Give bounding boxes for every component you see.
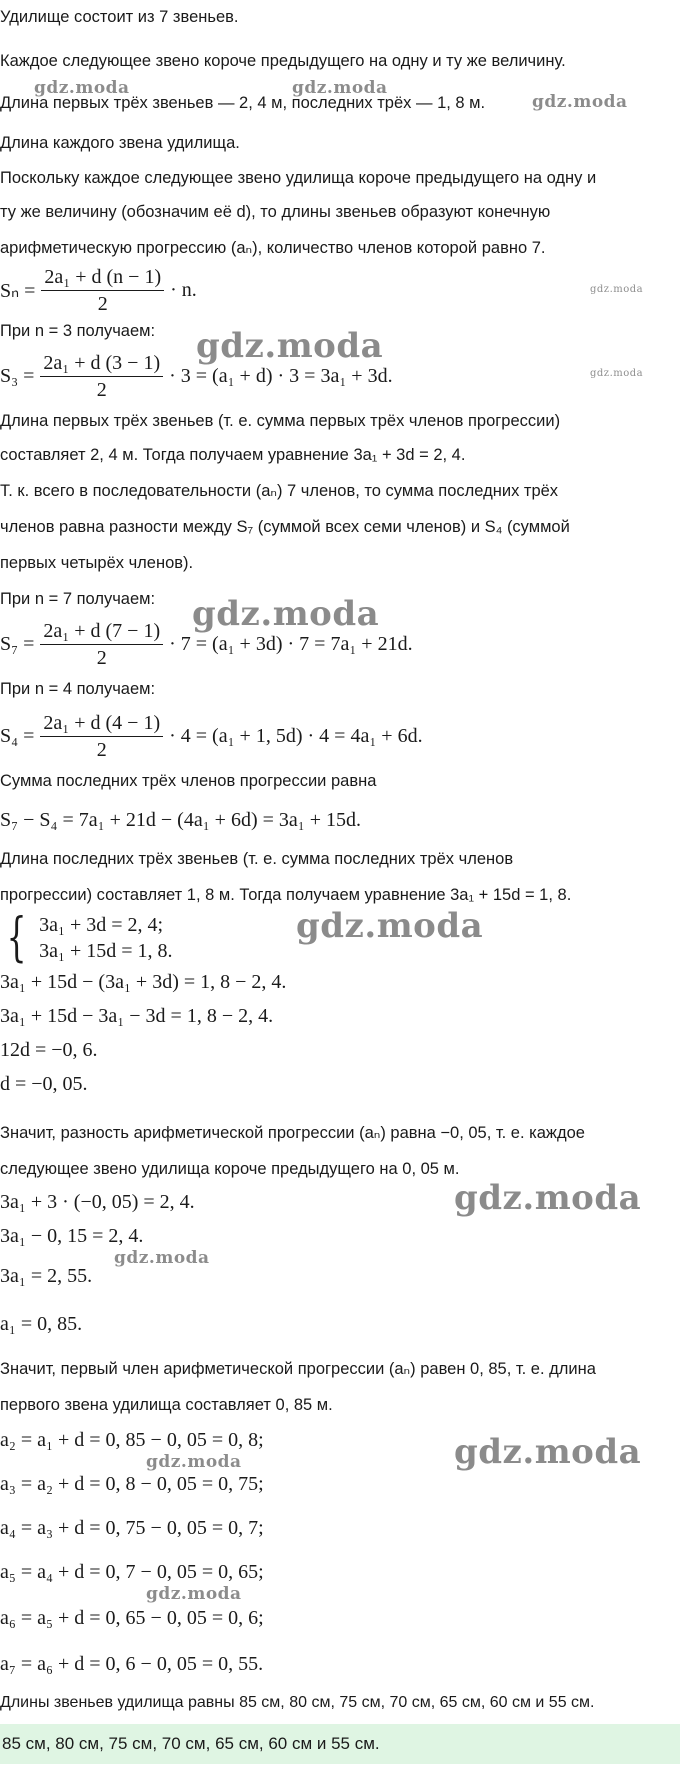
watermark: gdz.moda (196, 326, 384, 366)
text-line: первых четырёх членов). (0, 554, 194, 572)
formula-rhs: · 4 = (a₁ + 1, 5d) · 4 = 4a₁ + 6d. (169, 724, 423, 747)
formula-line: a₅ = a₄ + d = 0, 7 − 0, 05 = 0, 65; (0, 1561, 264, 1583)
watermark: gdz.moda (114, 1248, 210, 1268)
numerator: 2a₁ + d (4 − 1) (40, 711, 163, 737)
system-row: 3a₁ + 3d = 2, 4; (39, 914, 164, 936)
text-line: следующее звено удилища короче предыдущего на 0, 05 м. (0, 1160, 460, 1178)
formula-rhs: · 7 = (a₁ + 3d) · 7 = 7a₁ + 21d. (169, 632, 413, 655)
numerator: 2a₁ + d (n − 1) (41, 265, 164, 291)
text-line: Длина последних трёх звеньев (т. е. сумма последних трёх членов (0, 850, 514, 868)
watermark: gdz.moda (532, 92, 628, 112)
denominator: 2 (96, 738, 107, 761)
formula-line: 3a₁ + 3 · (−0, 05) = 2, 4. (0, 1191, 195, 1213)
watermark: gdz.moda (292, 78, 388, 98)
formula-rhs: · 3 = (a₁ + d) · 3 = 3a₁ + 3d. (169, 364, 393, 387)
fraction (41, 265, 164, 316)
denominator: 2 (97, 292, 108, 315)
system-rows (39, 912, 172, 964)
text-line: При n = 4 получаем: (0, 680, 156, 698)
text-line: При n = 3 получаем: (0, 322, 156, 340)
watermark: gdz.moda (590, 284, 644, 295)
text-line: Длина первых трёх звеньев — 2, 4 м, последних трёх — 1, 8 м. (0, 94, 486, 112)
formula-line: a₂ = a₁ + d = 0, 85 − 0, 05 = 0, 8; (0, 1429, 264, 1451)
formula-line: 12d = −0, 6. (0, 1039, 98, 1061)
answer-box (0, 1724, 680, 1764)
watermark: gdz.moda (146, 1452, 242, 1472)
text-line: ту же величину (обозначим её d), то длины звеньев образуют конечную (0, 203, 551, 221)
text-line: членов равна разности между S₇ (суммой всех семи членов) и S₄ (суммой (0, 518, 570, 536)
system-row: 3a₁ + 15d = 1, 8. (39, 940, 173, 962)
formula-lhs: Sₙ = (0, 279, 36, 302)
numerator: 2a₁ + d (3 − 1) (40, 351, 163, 377)
text-line: Значит, разность арифметической прогрессии (aₙ) равна −0, 05, т. е. каждое (0, 1124, 585, 1142)
answer-text: 85 см, 80 см, 75 см, 70 см, 65 см, 60 см и 55 см. (2, 1734, 380, 1753)
formula-line: a₁ = 0, 85. (0, 1313, 83, 1335)
formula-line: 3a₁ + 15d − (3a₁ + 3d) = 1, 8 − 2, 4. (0, 971, 287, 993)
formula-line: 3a₁ − 0, 15 = 2, 4. (0, 1225, 144, 1247)
watermark: gdz.moda (146, 1584, 242, 1604)
equation-system (0, 908, 173, 968)
watermark: gdz.moda (34, 78, 130, 98)
formula-lhs: S₃ = (0, 364, 35, 387)
formula-line: d = −0, 05. (0, 1073, 88, 1095)
text-line: составляет 2, 4 м. Тогда получаем уравнение 3a₁ + 3d = 2, 4. (0, 446, 466, 464)
formula-line: a₇ = a₆ + d = 0, 6 − 0, 05 = 0, 55. (0, 1653, 264, 1675)
formula-line: 3a₁ + 15d − 3a₁ − 3d = 1, 8 − 2, 4. (0, 1005, 274, 1027)
formula-rhs: · n. (170, 278, 197, 301)
formula-sn (0, 262, 197, 318)
text-line: При n = 7 получаем: (0, 590, 156, 608)
text-line: Длина первых трёх звеньев (т. е. сумма первых трёх членов прогрессии) (0, 412, 561, 430)
fraction (40, 619, 163, 670)
fraction (40, 351, 163, 402)
text-line: Каждое следующее звено короче предыдущего на одну и ту же величину. (0, 52, 566, 70)
brace-icon: { (6, 908, 27, 968)
text-line: Длины звеньев удилища равны 85 см, 80 см, 75 см, 70 см, 65 см, 60 см и 55 см. (0, 1694, 595, 1711)
text-line: Т. к. всего в последовательности (aₙ) 7 членов, то сумма последних трёх (0, 482, 559, 500)
formula-line: 3a₁ = 2, 55. (0, 1265, 93, 1287)
text-line: Длина каждого звена удилища. (0, 134, 240, 152)
formula-s4 (0, 708, 423, 764)
watermark: gdz.moda (454, 1178, 642, 1218)
text-line: прогрессии) составляет 1, 8 м. Тогда получаем уравнение 3a₁ + 15d = 1, 8. (0, 886, 572, 904)
text-line: Поскольку каждое следующее звено удилища короче предыдущего на одну и (0, 169, 597, 187)
watermark: gdz.moda (192, 594, 380, 634)
formula-line: a₄ = a₃ + d = 0, 75 − 0, 05 = 0, 7; (0, 1517, 264, 1539)
formula-line: a₃ = a₂ + d = 0, 8 − 0, 05 = 0, 75; (0, 1473, 264, 1495)
formula-lhs: S₄ = (0, 724, 35, 747)
text-line: первого звена удилища составляет 0, 85 м. (0, 1396, 333, 1414)
text-line: Удилище состоит из 7 звеньев. (0, 8, 239, 26)
formula-line: S₇ − S₄ = 7a₁ + 21d − (4a₁ + 6d) = 3a₁ + 15d. (0, 809, 362, 831)
watermark: gdz.moda (296, 906, 484, 946)
fraction (40, 711, 163, 762)
denominator: 2 (96, 646, 107, 669)
text-line: арифметическую прогрессию (aₙ), количество членов которой равно 7. (0, 239, 546, 257)
formula-line: a₆ = a₅ + d = 0, 65 − 0, 05 = 0, 6; (0, 1607, 264, 1629)
numerator: 2a₁ + d (7 − 1) (40, 619, 163, 645)
text-line: Сумма последних трёх членов прогрессии равна (0, 772, 377, 790)
watermark: gdz.moda (590, 368, 644, 379)
watermark: gdz.moda (454, 1432, 642, 1472)
text-line: Значит, первый член арифметической прогрессии (aₙ) равен 0, 85, т. е. длина (0, 1360, 596, 1378)
formula-lhs: S₇ = (0, 632, 35, 655)
denominator: 2 (96, 378, 107, 401)
